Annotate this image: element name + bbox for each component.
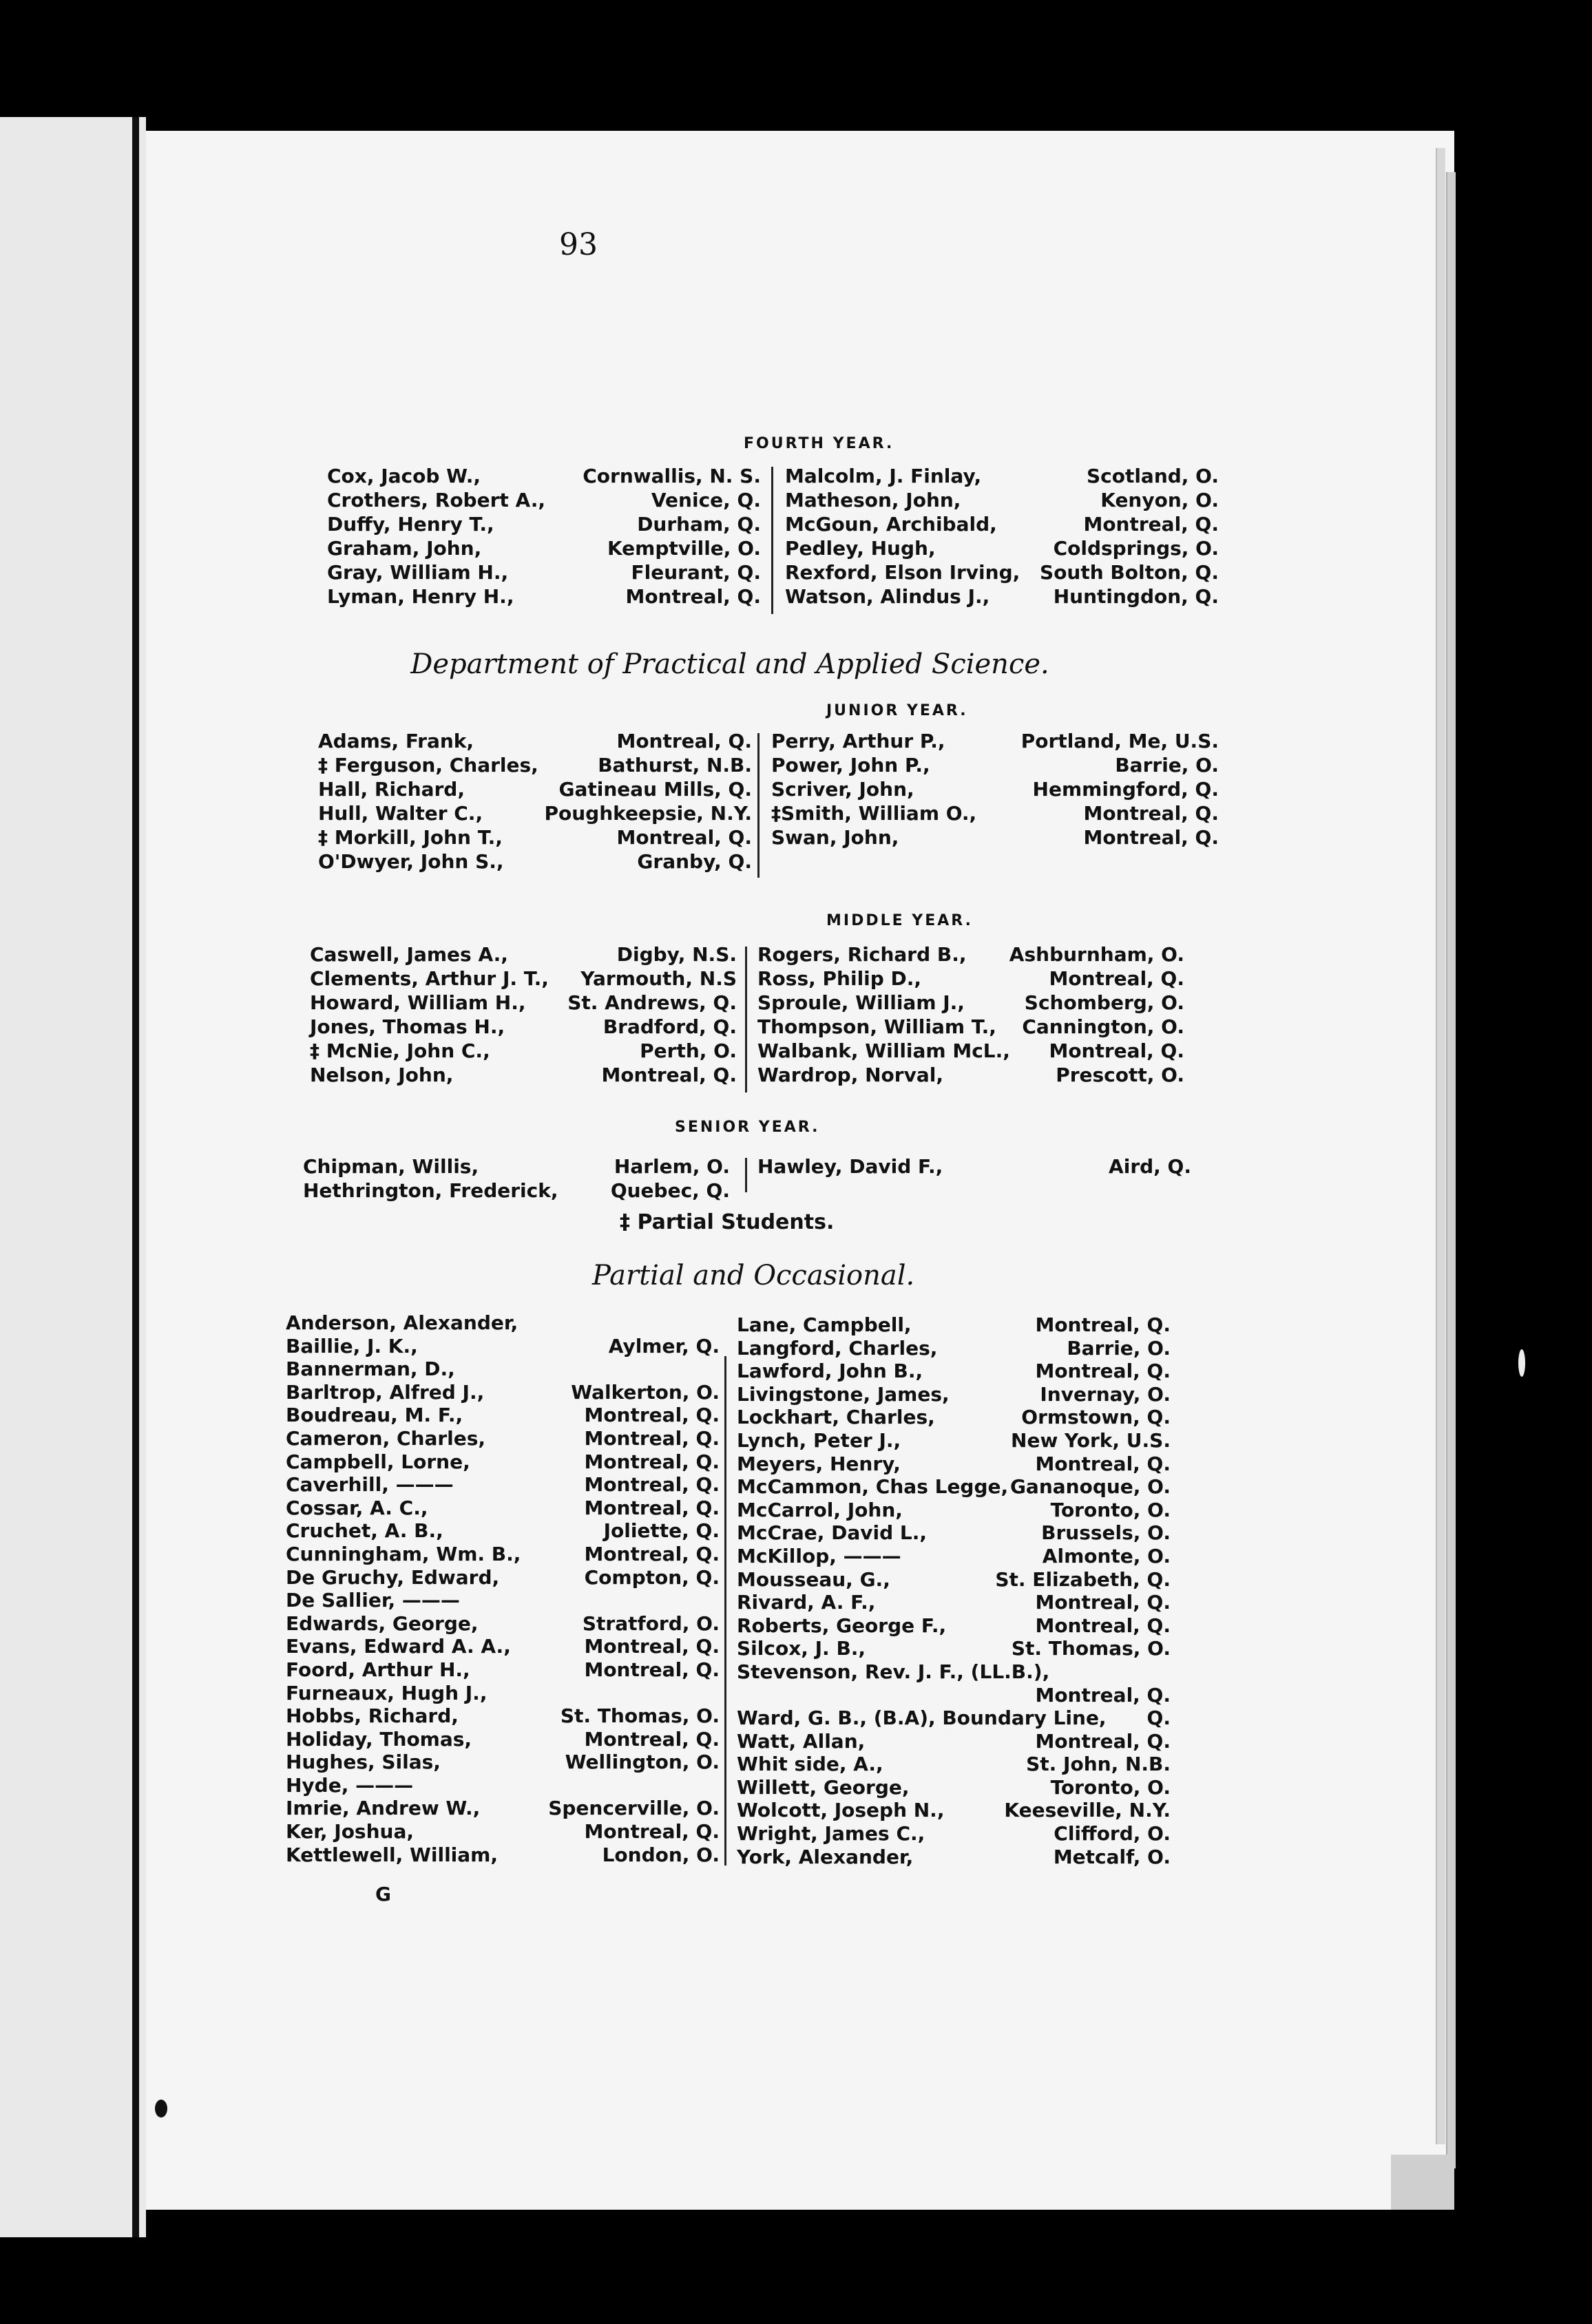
page-edge xyxy=(1436,148,1445,2144)
entry-place: Hemmingford, Q. xyxy=(1032,778,1219,801)
entry-place: Montreal, Q. xyxy=(584,1473,720,1497)
entry-name: Duffy, Henry T., xyxy=(327,513,494,536)
ink-spot xyxy=(155,2100,167,2117)
entry-place: Toronto, O. xyxy=(1050,1775,1171,1799)
junior-year-heading: JUNIOR YEAR. xyxy=(826,702,968,719)
entry-name: ‡ Ferguson, Charles, xyxy=(318,754,538,777)
entry-name: McCammon, Chas Legge, xyxy=(737,1475,1009,1499)
left-page-edge xyxy=(0,117,146,2237)
middle-year-right-list xyxy=(757,943,1184,1088)
entry-row xyxy=(737,1799,1171,1822)
page-number: 93 xyxy=(559,227,598,262)
entry-row xyxy=(286,1844,720,1867)
entry-place: Wellington, O. xyxy=(565,1751,720,1774)
entry-place: Kenyon, O. xyxy=(1100,489,1219,511)
entry-place: Montreal, Q. xyxy=(584,1727,720,1751)
entry-place: Barrie, O. xyxy=(1067,1336,1171,1360)
entry-name: Rexford, Elson Irving, xyxy=(785,561,1020,584)
entry-row xyxy=(286,1612,720,1636)
entry-name: Baillie, J. K., xyxy=(286,1334,418,1358)
entry-place: Montreal, Q. xyxy=(601,1064,737,1086)
entry-place: Gatineau Mills, Q. xyxy=(558,778,752,801)
entry-place: Yarmouth, N.S xyxy=(580,967,737,990)
entry-place: Montreal, Q. xyxy=(584,1820,720,1844)
entry-name: Bannerman, D., xyxy=(286,1358,455,1381)
entry-place: Montreal, Q. xyxy=(1035,1452,1171,1475)
entry-name: Adams, Frank, xyxy=(318,730,474,752)
senior-year-left-list xyxy=(303,1155,730,1203)
entry-place: Montreal, Q. xyxy=(1035,1313,1171,1336)
entry-place: Venice, Q. xyxy=(651,489,761,511)
entry-place: Gananoque, O. xyxy=(1009,1475,1171,1499)
entry-name: Wright, James C., xyxy=(737,1822,925,1846)
entry-name: Lyman, Henry H., xyxy=(327,585,514,608)
entry-name: De Gruchy, Edward, xyxy=(286,1565,500,1589)
entry-name: Malcolm, J. Finlay, xyxy=(785,465,982,487)
entry-row xyxy=(327,489,761,513)
entry-name: Wolcott, Joseph N., xyxy=(737,1799,945,1822)
entry-row xyxy=(286,1658,720,1682)
entry-name: Hall, Richard, xyxy=(318,778,465,801)
entry-name: McCrae, David L., xyxy=(737,1521,927,1545)
entry-row xyxy=(286,1543,720,1566)
entry-row xyxy=(737,1730,1171,1753)
entry-name: Meyers, Henry, xyxy=(737,1452,901,1475)
entry-place: Montreal, Q. xyxy=(1035,1591,1171,1614)
entry-row xyxy=(286,1358,720,1381)
entry-name: Lane, Campbell, xyxy=(737,1313,912,1336)
entry-name: Cameron, Charles, xyxy=(286,1426,486,1450)
entry-place: Montreal, Q. xyxy=(584,1404,720,1427)
entry-place: Bradford, Q. xyxy=(603,1015,737,1038)
entry-row xyxy=(785,513,1219,537)
entry-row xyxy=(310,1064,737,1088)
entry-place: St. Andrews, Q. xyxy=(567,991,737,1014)
entry-name: Evans, Edward A. A., xyxy=(286,1635,511,1658)
entry-name: Watt, Allan, xyxy=(737,1729,866,1753)
entry-place: Quebec, Q. xyxy=(610,1179,730,1202)
entry-row xyxy=(737,1660,1171,1684)
entry-name: McCarrol, John, xyxy=(737,1498,903,1521)
entry-row xyxy=(737,1846,1171,1869)
entry-name: Hyde, ——— xyxy=(286,1773,414,1797)
entry-place: New York, U.S. xyxy=(1011,1428,1171,1452)
entry-name: Crothers, Robert A., xyxy=(327,489,545,511)
entry-row xyxy=(737,1545,1171,1568)
entry-row xyxy=(310,943,737,967)
entry-name: Graham, John, xyxy=(327,537,482,560)
column-divider xyxy=(757,733,760,878)
entry-row xyxy=(310,991,737,1015)
entry-place: Q. xyxy=(1146,1707,1171,1730)
entry-place: London, O. xyxy=(602,1843,720,1866)
entry-row xyxy=(310,1039,737,1064)
entry-row xyxy=(327,537,761,561)
signature-mark: G xyxy=(375,1883,391,1905)
entry-name: Boudreau, M. F., xyxy=(286,1404,463,1427)
entry-place: Scotland, O. xyxy=(1086,465,1219,487)
entry-row xyxy=(286,1381,720,1404)
entry-name: Foord, Arthur H., xyxy=(286,1658,470,1681)
entry-row xyxy=(286,1519,720,1543)
entry-place: Montreal, Q. xyxy=(1049,1039,1184,1062)
entry-row xyxy=(757,1015,1184,1039)
entry-name: Swan, John, xyxy=(771,826,899,849)
entry-place: Brussels, O. xyxy=(1041,1521,1171,1545)
entry-name: Jones, Thomas H., xyxy=(310,1015,505,1038)
entry-name: Matheson, John, xyxy=(785,489,961,511)
entry-row xyxy=(286,1635,720,1658)
entry-place: Poughkeepsie, N.Y. xyxy=(544,802,752,825)
entry-row xyxy=(286,1774,720,1797)
entry-row xyxy=(737,1776,1171,1799)
entry-row xyxy=(771,826,1219,850)
department-heading: Department of Practical and Applied Science. xyxy=(410,648,1049,680)
page-edge xyxy=(1446,172,1456,2168)
entry-name: Willett, George, xyxy=(737,1775,910,1799)
entry-row xyxy=(737,1591,1171,1614)
entry-place: Ashburnham, O. xyxy=(1009,943,1184,966)
entry-place: Montreal, Q. xyxy=(1083,513,1219,536)
entry-row xyxy=(327,513,761,537)
entry-place: Walkerton, O. xyxy=(571,1380,720,1404)
page-edge xyxy=(1391,2155,1454,2210)
entry-name: Imrie, Andrew W., xyxy=(286,1797,481,1820)
entry-row xyxy=(286,1589,720,1612)
entry-row xyxy=(286,1682,720,1705)
entry-row xyxy=(327,585,761,609)
entry-row xyxy=(286,1566,720,1589)
entry-name: York, Alexander, xyxy=(737,1845,914,1868)
entry-name: Howard, William H., xyxy=(310,991,526,1014)
entry-name: Hughes, Silas, xyxy=(286,1751,441,1774)
entry-place: Portland, Me, U.S. xyxy=(1020,730,1219,752)
entry-row xyxy=(286,1497,720,1520)
entry-name: Rivard, A. F., xyxy=(737,1591,876,1614)
entry-row xyxy=(737,1337,1171,1360)
entry-name: Barltrop, Alfred J., xyxy=(286,1380,485,1404)
entry-place: Kemptville, O. xyxy=(607,537,761,560)
entry-name: Langford, Charles, xyxy=(737,1336,938,1360)
entry-name: Cox, Jacob W., xyxy=(327,465,481,487)
entry-row xyxy=(757,967,1184,991)
entry-name: Campbell, Lorne, xyxy=(286,1450,470,1473)
entry-row xyxy=(757,1064,1184,1088)
entry-place: Granby, Q. xyxy=(637,850,752,873)
entry-place: Montreal, Q. xyxy=(616,730,752,752)
entry-name: Anderson, Alexander, xyxy=(286,1311,519,1334)
entry-name: Ross, Philip D., xyxy=(757,967,922,990)
entry-row xyxy=(286,1335,720,1358)
entry-place: Montreal, Q. xyxy=(1035,1683,1171,1707)
entry-row xyxy=(286,1820,720,1844)
entry-place: South Bolton, Q. xyxy=(1040,561,1219,584)
entry-name: De Sallier, ——— xyxy=(286,1589,460,1612)
entry-row xyxy=(286,1473,720,1497)
entry-name: Hawley, David F., xyxy=(757,1155,943,1178)
entry-name: Mousseau, G., xyxy=(737,1567,890,1591)
entry-name: Watson, Alindus J., xyxy=(785,585,990,608)
entry-place: Montreal, Q. xyxy=(584,1542,720,1565)
entry-place: Metcalf, O. xyxy=(1053,1845,1171,1868)
entry-row xyxy=(737,1614,1171,1638)
entry-row xyxy=(771,730,1219,754)
entry-row xyxy=(771,802,1219,826)
entry-name: Thompson, William T., xyxy=(757,1015,996,1038)
entry-row xyxy=(785,465,1219,489)
entry-place: St. Thomas, O. xyxy=(560,1704,720,1728)
entry-row xyxy=(327,465,761,489)
entry-place: Almonte, O. xyxy=(1042,1544,1171,1567)
entry-name: Perry, Arthur P., xyxy=(771,730,945,752)
entry-name: Sproule, William J., xyxy=(757,991,965,1014)
entry-place: Aird, Q. xyxy=(1109,1155,1191,1178)
entry-row xyxy=(757,1039,1184,1064)
entry-name: Edwards, George, xyxy=(286,1612,479,1635)
entry-row xyxy=(286,1728,720,1751)
column-divider xyxy=(745,1158,747,1192)
partial-occasional-heading: Partial and Occasional. xyxy=(592,1260,915,1291)
entry-place: Joliette, Q. xyxy=(603,1519,720,1543)
fourth-year-right-list xyxy=(785,465,1219,609)
entry-name: Clements, Arthur J. T., xyxy=(310,967,549,990)
entry-place: Perth, O. xyxy=(640,1039,737,1062)
entry-place: Montreal, Q. xyxy=(584,1426,720,1450)
entry-name: Whit side, A., xyxy=(737,1753,883,1776)
entry-row xyxy=(286,1404,720,1427)
junior-year-left-list xyxy=(318,730,752,874)
entry-row xyxy=(286,1704,720,1728)
entry-place: St. Thomas, O. xyxy=(1011,1637,1171,1660)
entry-row xyxy=(286,1450,720,1474)
entry-row xyxy=(757,943,1184,967)
entry-row xyxy=(310,1015,737,1039)
entry-name: Gray, William H., xyxy=(327,561,509,584)
entry-place: Spencerville, O. xyxy=(548,1797,720,1820)
entry-name: Lynch, Peter J., xyxy=(737,1428,901,1452)
entry-name: Holiday, Thomas, xyxy=(286,1727,472,1751)
entry-place: Keeseville, N.Y. xyxy=(1004,1799,1171,1822)
entry-place: Montreal, Q. xyxy=(584,1658,720,1681)
entry-place: Prescott, O. xyxy=(1056,1064,1184,1086)
entry-row xyxy=(286,1751,720,1774)
entry-row xyxy=(318,778,752,802)
entry-name: McGoun, Archibald, xyxy=(785,513,997,536)
entry-place: Cannington, O. xyxy=(1022,1015,1184,1038)
column-divider xyxy=(724,1356,726,1866)
entry-name: Wardrop, Norval, xyxy=(757,1064,943,1086)
entry-row xyxy=(318,826,752,850)
entry-name: Stevenson, Rev. J. F., (LL.B.), xyxy=(737,1660,1050,1683)
book-gutter xyxy=(132,117,139,2237)
entry-row xyxy=(327,561,761,585)
entry-row xyxy=(737,1753,1171,1776)
junior-year-right-list xyxy=(771,730,1219,850)
entry-row xyxy=(286,1427,720,1450)
entry-place: Coldsprings, O. xyxy=(1053,537,1219,560)
entry-row xyxy=(785,585,1219,609)
entry-name: Hobbs, Richard, xyxy=(286,1704,459,1728)
entry-name: Pedley, Hugh, xyxy=(785,537,936,560)
entry-row xyxy=(737,1313,1171,1337)
partial-students-note: ‡ Partial Students. xyxy=(620,1210,835,1234)
entry-place: Durham, Q. xyxy=(637,513,761,536)
entry-name: Hull, Walter C., xyxy=(318,802,483,825)
entry-row xyxy=(737,1406,1171,1429)
entry-place: Invernay, O. xyxy=(1040,1382,1171,1406)
entry-place: Bathurst, N.B. xyxy=(598,754,752,777)
entry-place: Harlem, O. xyxy=(614,1155,730,1178)
entry-place: Montreal, Q. xyxy=(625,585,761,608)
fourth-year-left-list xyxy=(327,465,761,609)
entry-place: Toronto, O. xyxy=(1050,1498,1171,1521)
entry-name: ‡ McNie, John C., xyxy=(310,1039,490,1062)
entry-place: St. Elizabeth, Q. xyxy=(995,1567,1171,1591)
entry-place: Montreal, Q. xyxy=(584,1496,720,1519)
entry-row xyxy=(737,1360,1171,1383)
entry-row xyxy=(737,1637,1171,1660)
entry-name: Cossar, A. C., xyxy=(286,1496,428,1519)
partial-left-list xyxy=(286,1311,720,1866)
senior-year-heading: SENIOR YEAR. xyxy=(675,1119,820,1136)
entry-place: Montreal, Q. xyxy=(616,826,752,849)
entry-row xyxy=(310,967,737,991)
entry-place: Montreal, Q. xyxy=(1035,1360,1171,1383)
entry-row xyxy=(757,991,1184,1015)
entry-row xyxy=(771,754,1219,778)
middle-year-heading: MIDDLE YEAR. xyxy=(826,912,973,929)
entry-name: Power, John P., xyxy=(771,754,930,777)
entry-row xyxy=(737,1822,1171,1846)
entry-name: Nelson, John, xyxy=(310,1064,454,1086)
entry-name: Ward, G. B., (B.A), Boundary Line, xyxy=(737,1707,1107,1730)
entry-place: Clifford, O. xyxy=(1054,1822,1171,1846)
entry-name: Roberts, George F., xyxy=(737,1614,947,1637)
entry-place: Huntingdon, Q. xyxy=(1053,585,1219,608)
entry-name: Silcox, J. B., xyxy=(737,1637,866,1660)
entry-row xyxy=(785,561,1219,585)
entry-row xyxy=(286,1797,720,1820)
entry-row xyxy=(771,778,1219,802)
entry-place: Montreal, Q. xyxy=(584,1450,720,1473)
entry-row xyxy=(318,802,752,826)
entry-place: Montreal, Q. xyxy=(1083,802,1219,825)
scan-mark xyxy=(1518,1349,1525,1377)
entry-name: O'Dwyer, John S., xyxy=(318,850,504,873)
entry-row xyxy=(303,1179,730,1203)
entry-name: Rogers, Richard B., xyxy=(757,943,967,966)
entry-place: Montreal, Q. xyxy=(584,1635,720,1658)
middle-year-left-list xyxy=(310,943,737,1088)
entry-name: Lockhart, Charles, xyxy=(737,1406,935,1429)
entry-row xyxy=(785,537,1219,561)
entry-name: ‡Smith, William O., xyxy=(771,802,977,825)
entry-name: Lawford, John B., xyxy=(737,1360,923,1383)
entry-name: ‡ Morkill, John T., xyxy=(318,826,503,849)
entry-row xyxy=(737,1568,1171,1592)
entry-place: Montreal, Q. xyxy=(1035,1614,1171,1637)
entry-row xyxy=(303,1155,730,1179)
entry-place: Cornwallis, N. S. xyxy=(583,465,761,487)
entry-name: Furneaux, Hugh J., xyxy=(286,1681,488,1704)
entry-row xyxy=(785,489,1219,513)
column-divider xyxy=(745,947,747,1092)
entry-name: Caswell, James A., xyxy=(310,943,508,966)
entry-place: St. John, N.B. xyxy=(1026,1753,1171,1776)
entry-row xyxy=(737,1429,1171,1452)
column-divider xyxy=(771,467,773,614)
entry-place: Schomberg, O. xyxy=(1024,991,1184,1014)
fourth-year-heading: FOURTH YEAR. xyxy=(744,435,894,452)
entry-place: Stratford, O. xyxy=(582,1612,720,1635)
entry-place: Compton, Q. xyxy=(584,1565,720,1589)
entry-place: Fleurant, Q. xyxy=(631,561,761,584)
entry-name: Chipman, Willis, xyxy=(303,1155,479,1178)
entry-name: Hethrington, Frederick, xyxy=(303,1179,558,1202)
entry-name: Caverhill, ——— xyxy=(286,1473,454,1497)
entry-row xyxy=(318,730,752,754)
entry-row xyxy=(737,1383,1171,1406)
entry-row xyxy=(318,850,752,874)
entry-row xyxy=(737,1521,1171,1545)
entry-place: Aylmer, Q. xyxy=(608,1334,720,1358)
entry-row xyxy=(318,754,752,778)
entry-row xyxy=(286,1311,720,1335)
entry-name: Cunningham, Wm. B., xyxy=(286,1542,521,1565)
entry-row xyxy=(737,1499,1171,1522)
entry-place: Montreal, Q. xyxy=(1035,1729,1171,1753)
entry-row xyxy=(737,1707,1171,1730)
entry-name: Walbank, William McL., xyxy=(757,1039,1010,1062)
entry-name: Ker, Joshua, xyxy=(286,1820,414,1844)
entry-name: McKillop, ——— xyxy=(737,1544,901,1567)
senior-year-right-list xyxy=(757,1155,1191,1179)
entry-name: Kettlewell, William, xyxy=(286,1843,498,1866)
entry-row xyxy=(737,1452,1171,1476)
entry-name: Livingstone, James, xyxy=(737,1382,950,1406)
partial-right-list xyxy=(737,1313,1171,1868)
entry-place: Ormstown, Q. xyxy=(1021,1406,1171,1429)
entry-place: Digby, N.S. xyxy=(616,943,737,966)
entry-place: Montreal, Q. xyxy=(1083,826,1219,849)
entry-place: Barrie, O. xyxy=(1115,754,1219,777)
entry-place: Montreal, Q. xyxy=(1049,967,1184,990)
entry-row xyxy=(737,1475,1171,1499)
entry-name: Scriver, John, xyxy=(771,778,914,801)
entry-name: Cruchet, A. B., xyxy=(286,1519,443,1543)
entry-row xyxy=(737,1684,1171,1707)
entry-row xyxy=(757,1155,1191,1179)
